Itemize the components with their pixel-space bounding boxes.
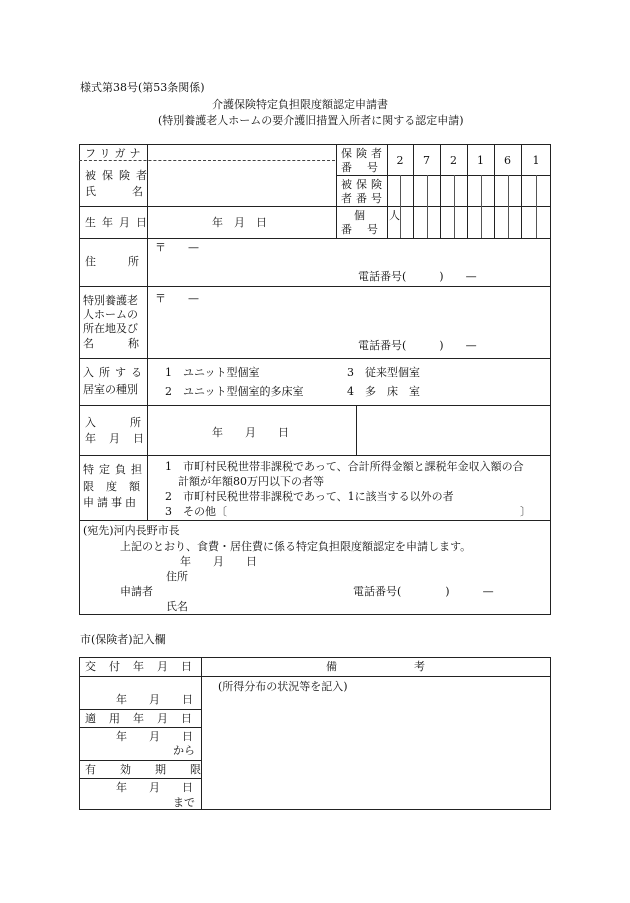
insurer-digit: 2 [396, 154, 404, 167]
applicant-phone[interactable]: 電話番号( ) — [353, 585, 494, 598]
reason-label-3: 申請事由 [83, 496, 139, 509]
form-title: 介護保険特定負担限度額認定申請書 [212, 98, 388, 111]
insured-number-label-1: 被保険 [341, 178, 386, 191]
apply-date-label: 適用年月日 [85, 712, 205, 725]
reason-label-2: 限度額 [83, 480, 152, 493]
form-subtitle: (特別養護老人ホームの要介護旧措置入所者に関する認定申請) [158, 114, 464, 127]
room-option[interactable]: 2 ユニット型個室的多床室 [165, 385, 304, 398]
insurer-digit: 6 [504, 154, 511, 167]
insurer-digit: 1 [477, 154, 484, 167]
insured-name-field[interactable] [149, 162, 334, 204]
from-label: から [173, 744, 195, 757]
facility-label-3: 所在地及び [83, 322, 138, 335]
facility-label-2: 人ホームの [83, 308, 138, 321]
valid-period-label: 有効期限 [85, 763, 225, 776]
insurer-digit: 2 [450, 154, 457, 167]
applicant-address-label: 住所 [166, 570, 188, 583]
applicant-name-label: 氏名 [166, 600, 188, 613]
reason-option-1[interactable]: 1 市町村民税世帯非課税であって、合計所得金額と課税年金収入額の合 [165, 460, 524, 473]
insurer-number-label-1: 保険者 [341, 147, 386, 160]
admission-date-value[interactable]: 年 月 日 [212, 426, 289, 439]
insurer-number-label-2: 番号 [341, 161, 393, 174]
reason-option-3[interactable]: 3 その他〔 [165, 505, 227, 518]
facility-label-1: 特別養護老 [83, 294, 138, 307]
personal-number-label-1: 個人 [354, 209, 424, 222]
reason-option-2[interactable]: 2 市町村民税世帯非課税であって、1に該当する以外の者 [165, 490, 454, 503]
insurer-digit: 7 [423, 154, 430, 167]
address-label: 住所 [85, 255, 171, 268]
form-number: 様式第38号(第53条関係) [80, 81, 205, 94]
office-section-heading: 市(保険者)記入欄 [80, 633, 166, 646]
reason-label-1: 特定負担 [83, 463, 147, 476]
birth-date-value[interactable]: 年 月 日 [212, 216, 267, 229]
furigana-label: フリガナ [85, 147, 145, 160]
declaration-statement: 上記のとおり、食費・居住費に係る特定負担限度額認定を申請します。 [120, 540, 472, 553]
remarks-label: 備 考 [326, 660, 425, 673]
delivery-date-label: 交付年月日 [85, 660, 205, 673]
insured-label-2: 氏名 [85, 185, 179, 198]
valid-period-value[interactable]: 年 月 日 [116, 781, 193, 794]
declaration-date[interactable]: 年 月 日 [180, 555, 257, 568]
facility-postal[interactable]: 〒 — [155, 292, 199, 305]
birth-date-label: 生年月日 [85, 216, 153, 229]
furigana-field[interactable] [149, 146, 334, 159]
room-type-label-2: 居室の種別 [83, 383, 138, 396]
address-postal[interactable]: 〒 — [155, 241, 199, 254]
personal-number-label-2: 番号 [341, 223, 393, 236]
insurer-digit: 1 [532, 154, 540, 167]
apply-date-value[interactable]: 年 月 日 [116, 730, 193, 743]
reason-option-1-cont: 計額が年額80万円以下の者等 [178, 475, 324, 488]
addressee: (宛先)河内長野市長 [83, 524, 180, 537]
room-option[interactable]: 1 ユニット型個室 [165, 366, 260, 379]
until-label: まで [173, 796, 195, 809]
insured-number-label-2: 者番号 [341, 192, 386, 205]
facility-phone[interactable]: 電話番号( ) — [358, 339, 477, 352]
admission-label-2: 年月日 [85, 432, 157, 445]
facility-label-4: 名称 [83, 337, 173, 350]
remarks-note: (所得分布の状況等を記入) [218, 680, 348, 693]
personal-number-field[interactable] [388, 208, 550, 237]
insured-number-field[interactable] [388, 177, 550, 205]
room-option[interactable]: 4 多 床 室 [347, 385, 420, 398]
admission-label-1: 入所 [85, 416, 175, 429]
insured-label-1: 被保険者 [85, 169, 153, 182]
delivery-date-value[interactable]: 年 月 日 [116, 693, 193, 706]
room-type-label-1: 入所する [83, 366, 147, 379]
address-phone[interactable]: 電話番号( ) — [358, 270, 477, 283]
remarks-field[interactable] [203, 695, 549, 808]
applicant-label: 申請者 [120, 585, 153, 598]
reason-option-3-close: 〕 [520, 505, 531, 518]
room-option[interactable]: 3 従来型個室 [347, 366, 420, 379]
